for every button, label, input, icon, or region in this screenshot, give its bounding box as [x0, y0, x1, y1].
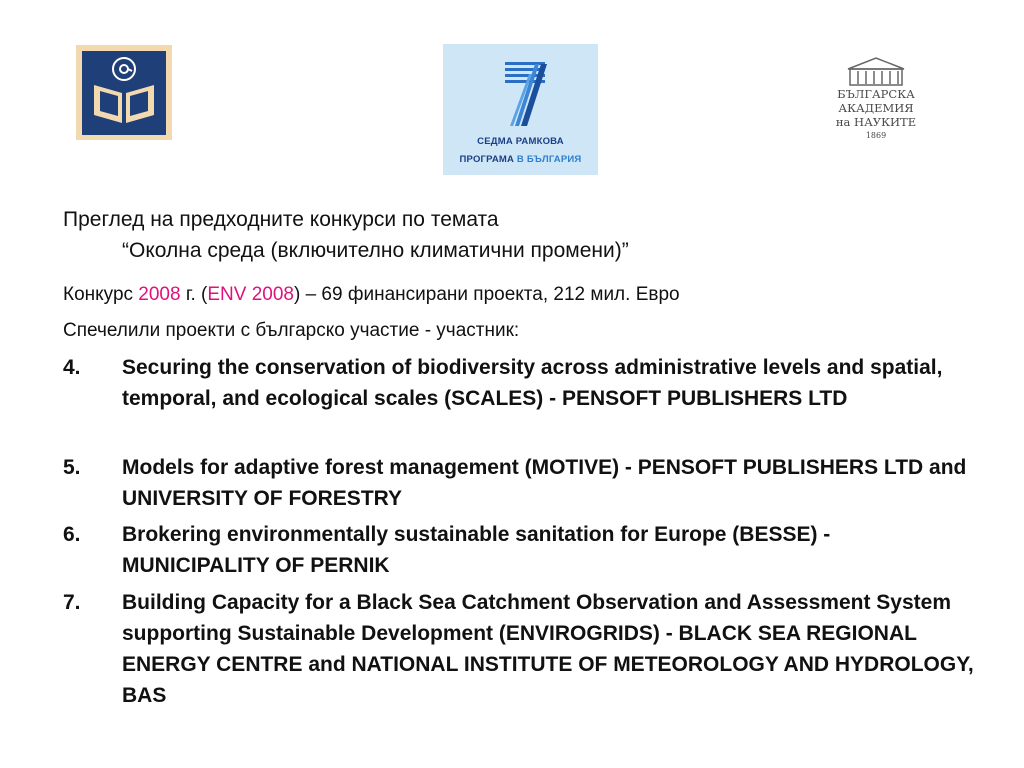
book-at-icon: [76, 45, 172, 140]
contest-line: [63, 284, 680, 306]
project-item: Securing the conservation of biodiversity across administrative levels and spatial, temporal, and ecological scales (SCALES) - PENSOFT PUBLISHERS LTD: [122, 356, 943, 410]
academy-logo: [828, 55, 924, 145]
fp7-logo: [443, 44, 598, 175]
academy-building-icon: [828, 55, 924, 87]
seven-emblem-icon: [443, 44, 598, 134]
contest-mid: г. (: [180, 284, 208, 305]
fp7-brand-line-1: СЕДМА РАМКОВА: [477, 136, 564, 147]
academy-name-line-3: на НАУКИТЕ: [835, 115, 917, 129]
heading-line-1: Преглед на предходните конкурси по темата: [63, 208, 499, 231]
academy-year: 1869: [865, 131, 887, 140]
project-item: Models for adaptive forest management (MOTIVE) - PENSOFT PUBLISHERS LTD and UNIVERSITY OF FORESTRY: [122, 456, 967, 510]
project-item: Building Capacity for a Black Sea Catchment Observation and Assessment System supporting Sustainable Development (ENVIROGRIDS) - BLACK SEA REGIONAL ENERGY CENTRE and NATIONAL INSTITUTE OF METEOROLOGY AND HYDROLOGY, BAS: [122, 591, 974, 707]
contest-year: 2008: [138, 284, 181, 305]
project-number: 6.: [63, 523, 81, 546]
contest-prefix: Конкурс: [63, 284, 139, 305]
fp7-brand-word-1: ПРОГРАМА: [459, 154, 515, 165]
project-number: 7.: [63, 591, 81, 614]
academy-name-line-2: АКАДЕМИЯ: [838, 101, 914, 115]
project-number: 5.: [63, 456, 81, 479]
fp7-brand-line-2: [443, 154, 598, 165]
book-at-logo: [76, 45, 172, 140]
heading-line-2: “Околна среда (включително климатични промени)”: [122, 239, 629, 262]
contest-code: ENV 2008: [207, 284, 294, 305]
fp7-brand-word-2: В БЪЛГАРИЯ: [516, 154, 582, 165]
academy-name-line-1: БЪЛГАРСКА: [837, 87, 915, 101]
winners-label: Спечелили проекти с българско участие - участник:: [63, 320, 520, 341]
contest-suffix: ) – 69 финансирани проекта, 212 мил. Евро: [293, 284, 680, 305]
project-item: Brokering environmentally sustainable sanitation for Europe (BESSE) - MUNICIPALITY OF PERNIK: [122, 523, 831, 577]
project-number: 4.: [63, 356, 81, 379]
